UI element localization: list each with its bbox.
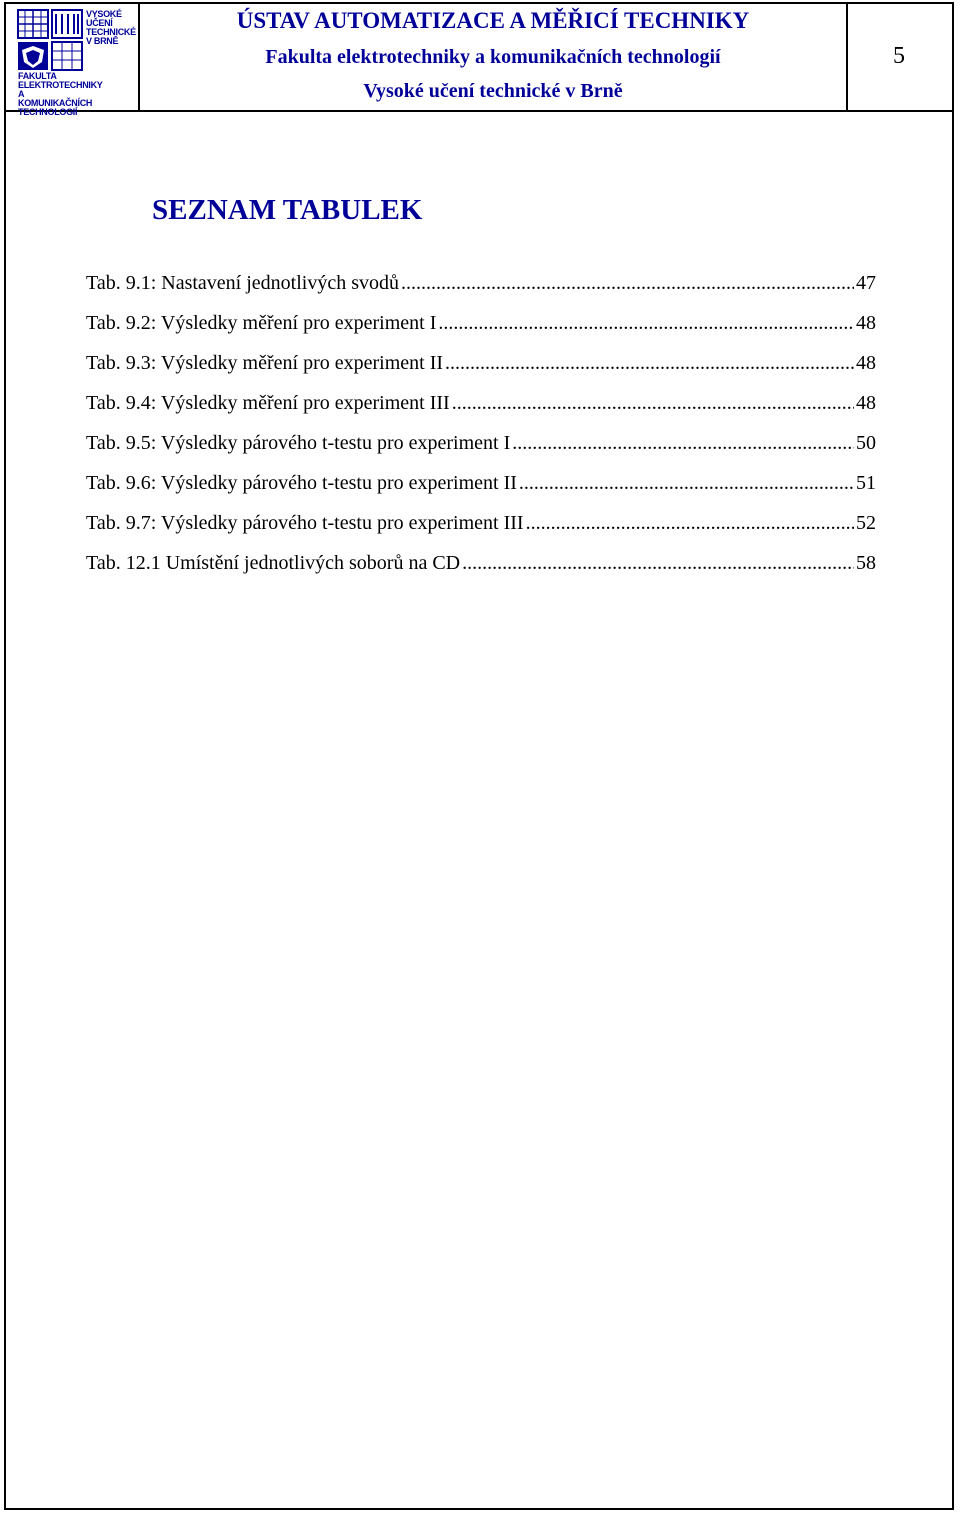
toc-entry-page: 48 — [856, 392, 876, 414]
toc-entry-title: Tab. 12.1 Umístění jednotlivých soborů na CD — [86, 552, 461, 574]
university-name: Vysoké učení technické v Brně — [363, 80, 623, 102]
toc-entry-title: Tab. 9.1: Nastavení jednotlivých svodů — [86, 272, 399, 294]
toc-entry-title: Tab. 9.2: Výsledky měření pro experiment I — [86, 312, 437, 334]
logo-text-line: TECHNOLOGIÍ — [18, 107, 78, 117]
toc-leader-dots — [438, 310, 854, 336]
header-title-cell — [140, 2, 848, 110]
toc-leader-dots — [519, 470, 854, 496]
toc-entry-page: 50 — [856, 432, 876, 454]
logo-text-line: FAKULTA — [18, 71, 57, 81]
toc-entry-page: 47 — [856, 272, 876, 294]
toc-entry[interactable] — [86, 470, 876, 510]
toc-entry[interactable] — [86, 270, 876, 310]
toc-entry-title: Tab. 9.3: Výsledky měření pro experiment II — [86, 352, 444, 374]
toc-entry[interactable] — [86, 390, 876, 430]
logo-university-text — [86, 10, 138, 46]
toc-leader-dots — [526, 510, 854, 536]
toc-entry-page: 48 — [856, 312, 876, 334]
toc-entry[interactable] — [86, 310, 876, 350]
faculty-name: Fakulta elektrotechniky a komunikačních technologií — [265, 46, 721, 68]
toc-entry-page: 52 — [856, 512, 876, 534]
toc-leader-dots — [445, 350, 854, 376]
section-title: SEZNAM TABULEK — [152, 194, 423, 226]
logo-text-line: TECHNICKÉ — [86, 27, 136, 37]
logo-text-line: VYSOKÉ — [86, 9, 122, 19]
toc-leader-dots — [452, 390, 854, 416]
toc-entry[interactable] — [86, 510, 876, 550]
logo-text-line: V BRNĚ — [86, 36, 119, 46]
toc-leader-dots — [401, 270, 854, 296]
logo-text-line: A KOMUNIKAČNÍCH — [18, 89, 93, 108]
table-list — [86, 270, 876, 590]
toc-entry-page: 48 — [856, 352, 876, 374]
logo-faculty-text — [18, 71, 103, 117]
page-frame — [4, 2, 954, 1510]
toc-leader-dots — [462, 550, 854, 576]
logo-text-line: UČENÍ — [86, 18, 113, 28]
toc-entry[interactable] — [86, 350, 876, 390]
logo-cell — [4, 2, 140, 117]
institute-name: ÚSTAV AUTOMATIZACE A MĚŘICÍ TECHNIKY — [236, 8, 750, 33]
toc-entry-page: 58 — [856, 552, 876, 574]
toc-entry-title: Tab. 9.5: Výsledky párového t-testu pro experiment I — [86, 432, 511, 454]
toc-entry[interactable] — [86, 430, 876, 470]
toc-entry-title: Tab. 9.7: Výsledky párového t-testu pro experiment III — [86, 512, 524, 534]
toc-entry-title: Tab. 9.6: Výsledky párového t-testu pro experiment II — [86, 472, 517, 494]
page-number: 5 — [893, 43, 905, 69]
logo-text-line: ELEKTROTECHNIKY — [18, 80, 103, 90]
toc-entry[interactable] — [86, 550, 876, 590]
toc-entry-page: 51 — [856, 472, 876, 494]
page-header — [4, 2, 954, 117]
toc-leader-dots — [512, 430, 854, 456]
toc-entry-title: Tab. 9.4: Výsledky měření pro experiment III — [86, 392, 450, 414]
